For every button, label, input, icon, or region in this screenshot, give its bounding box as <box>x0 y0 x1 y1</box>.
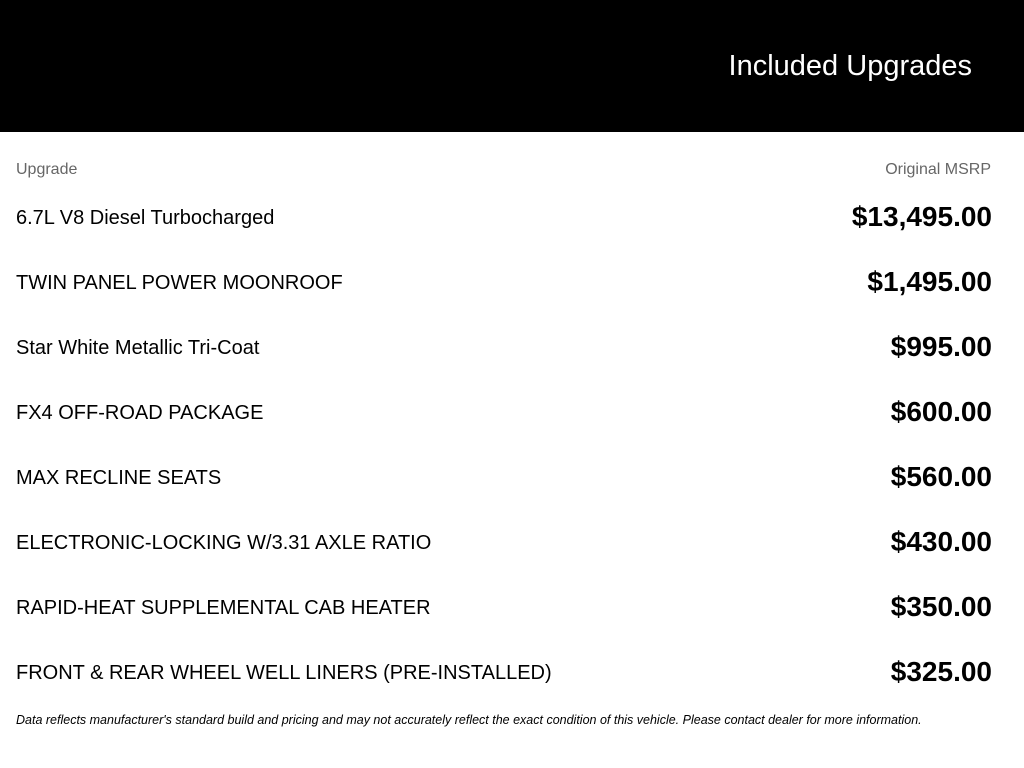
upgrade-price: $350.00 <box>890 591 992 622</box>
upgrade-name: TWIN PANEL POWER MOONROOF <box>16 272 343 294</box>
upgrade-row <box>16 380 992 445</box>
upgrade-name: FRONT & REAR WHEEL WELL LINERS (PRE-INSTALLED) <box>16 662 552 684</box>
upgrade-name: FX4 OFF-ROAD PACKAGE <box>16 402 264 424</box>
upgrade-price: $325.00 <box>890 656 992 687</box>
upgrade-name: RAPID-HEAT SUPPLEMENTAL CAB HEATER <box>16 597 431 619</box>
upgrades-list <box>16 185 992 705</box>
page-title: Included Upgrades <box>728 50 972 82</box>
upgrade-price: $995.00 <box>890 331 992 362</box>
column-headers <box>16 158 991 182</box>
upgrade-price: $430.00 <box>890 526 992 557</box>
upgrade-price: $560.00 <box>890 461 992 492</box>
upgrade-price: $1,495.00 <box>867 266 992 297</box>
column-header-upgrade: Upgrade <box>16 161 78 178</box>
column-header-msrp: Original MSRP <box>885 161 991 178</box>
upgrade-row <box>16 250 992 315</box>
upgrade-name: Star White Metallic Tri-Coat <box>16 337 260 359</box>
upgrade-price: $600.00 <box>890 396 992 427</box>
upgrade-price: $13,495.00 <box>851 201 992 232</box>
upgrade-name: ELECTRONIC-LOCKING W/3.31 AXLE RATIO <box>16 532 432 554</box>
upgrade-name: 6.7L V8 Diesel Turbocharged <box>16 207 275 229</box>
upgrade-row <box>16 185 992 250</box>
upgrade-row <box>16 640 992 705</box>
disclaimer-text: Data reflects manufacturer's standard build and pricing and may not accurately reflect the exact condition of this vehicle. Please contact dealer for more information. <box>16 713 922 727</box>
upgrade-row <box>16 510 992 575</box>
upgrade-row <box>16 315 992 380</box>
upgrade-row <box>16 575 992 640</box>
upgrade-name: MAX RECLINE SEATS <box>16 467 222 489</box>
upgrade-row <box>16 445 992 510</box>
header-banner <box>0 0 1024 132</box>
